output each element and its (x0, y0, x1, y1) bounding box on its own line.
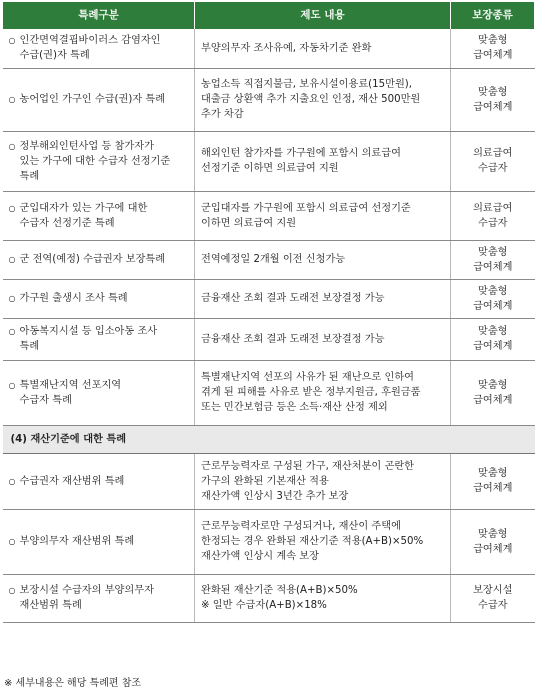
category-text (20, 92, 166, 107)
category-line: 정부해외인턴사업 등 참가자가 (19, 140, 154, 152)
type-cell (451, 279, 535, 318)
bullet-icon: ○ (8, 255, 16, 264)
table-row (3, 191, 535, 240)
category-line: 군 전역(예정) 수급권자 보장특례 (19, 254, 166, 265)
type-line: 맞춤형 (477, 326, 508, 337)
content-line: 군입대자를 가구원에 포함시 의료급여 선정기준 (201, 202, 411, 214)
content-line: 재산가액 인상시 3년간 추가 보장 (201, 490, 349, 502)
content-line: 부양의무자 조사유예, 자동차기준 완화 (201, 42, 372, 54)
category-line: 특례 (19, 170, 40, 182)
category-line: 가구원 출생시 조사 특례 (19, 293, 128, 304)
category-text (20, 583, 154, 613)
bullet-icon: ○ (8, 537, 16, 546)
table-row (3, 240, 535, 279)
content-line: 전역예정일 2개월 이전 신청가능 (201, 254, 346, 265)
category-line: 아동복지시설 등 입소아동 조사 (19, 326, 158, 337)
category-line: 특례 (19, 341, 40, 352)
content-line: ※ 일반 수급자(A+B)×18% (201, 600, 327, 611)
category-line: 특별재난지역 선포지역 (19, 379, 122, 391)
category-text (20, 139, 171, 184)
type-line: 맞춤형 (477, 468, 508, 479)
table-row (3, 279, 535, 318)
type-line: 수급자 (477, 217, 508, 229)
type-line: 급여체계 (473, 50, 513, 62)
category-text (20, 291, 128, 306)
content-line: 추가 차감 (201, 109, 244, 120)
bullet-icon: ○ (8, 294, 16, 303)
table-row (3, 574, 535, 622)
category-text (20, 201, 148, 231)
type-line: 맞춤형 (477, 285, 508, 297)
table-row (3, 318, 535, 360)
footnote: ※ 세부내용은 해당 특례편 참조 (4, 678, 142, 689)
category-cell (3, 131, 195, 191)
content-cell (195, 191, 451, 240)
category-cell (3, 453, 195, 509)
header-type: 보장종류 (451, 2, 535, 29)
category-line: 수급(권)자 특례 (19, 50, 90, 62)
bullet-icon: ○ (8, 380, 16, 390)
header-category: 특례구분 (3, 2, 195, 29)
content-cell (195, 360, 451, 425)
type-line: 급여체계 (473, 341, 513, 352)
category-line: 부양의무자 재산범위 특례 (19, 536, 135, 547)
category-line: 인간면역결핍바이러스 감염자인 (19, 35, 161, 47)
category-cell (3, 68, 195, 131)
header-content: 제도 내용 (195, 2, 451, 29)
type-line: 급여체계 (473, 543, 513, 555)
category-text (20, 33, 161, 63)
content-line: 금융재산 조회 결과 도래전 보장결정 가능 (201, 293, 385, 304)
table-row (3, 68, 535, 131)
content-line: 근로무능력자로만 구성되거나, 재산이 주택에 (201, 521, 401, 532)
type-line: 의료급여 (473, 148, 513, 159)
type-cell (451, 509, 535, 574)
type-cell (451, 191, 535, 240)
type-line: 보장시설 (473, 585, 513, 596)
type-cell (451, 574, 535, 622)
table-row (3, 29, 535, 68)
content-line: 선정기준 이하면 의료급여 지원 (201, 163, 339, 174)
bullet-icon: ○ (8, 327, 16, 336)
content-line: 특별재난지역 선포의 사유가 된 재난으로 인하여 (201, 372, 415, 383)
type-line: 급여체계 (473, 394, 513, 406)
type-line: 급여체계 (473, 483, 513, 494)
type-line: 맞춤형 (477, 528, 508, 540)
category-text (20, 378, 122, 408)
category-line: 농어업인 가구인 수급(권)자 특례 (19, 94, 166, 105)
category-line: 수급자 특례 (19, 394, 72, 406)
category-line: 재산범위 특례 (19, 600, 82, 611)
content-cell (195, 240, 451, 279)
bullet-icon: ○ (8, 586, 16, 595)
category-cell (3, 29, 195, 68)
type-line: 맞춤형 (477, 86, 508, 98)
content-cell (195, 509, 451, 574)
content-line: 가구의 완화된 기본재산 적용 (201, 475, 329, 487)
type-cell (451, 68, 535, 131)
content-line: 겪게 된 피해를 사유로 받은 정부지원금, 후원금품 (201, 387, 421, 398)
content-line: 한정되는 경우 완화된 재산기준 적용(A+B)×50% (201, 536, 424, 547)
content-line: 대출금 상환액 추가 지출요인 인정, 재산 500만원 (201, 94, 421, 105)
category-cell (3, 191, 195, 240)
content-cell (195, 574, 451, 622)
content-line: 금융재산 조회 결과 도래전 보장결정 가능 (201, 333, 385, 345)
bullet-icon: ○ (8, 36, 16, 46)
table-row (3, 131, 535, 191)
section-title: (4) 재산기준에 대한 특례 (3, 425, 535, 453)
special-cases-table (2, 2, 535, 623)
type-cell (451, 29, 535, 68)
content-cell (195, 131, 451, 191)
content-line: 재산가액 인상시 계속 보장 (201, 551, 319, 562)
category-text (20, 324, 158, 354)
category-line: 수급자 선정기준 특례 (19, 217, 115, 229)
type-line: 수급자 (477, 163, 508, 174)
type-line: 급여체계 (473, 101, 513, 113)
type-cell (451, 131, 535, 191)
content-line: 또는 민간보험금 등은 소득·재산 산정 제외 (201, 402, 388, 413)
content-cell (195, 279, 451, 318)
category-cell (3, 279, 195, 318)
table-row (3, 509, 535, 574)
content-line: 농업소득 직접지불금, 보유시설이용료(15만원), (201, 79, 413, 90)
type-cell (451, 318, 535, 360)
type-cell (451, 240, 535, 279)
type-line: 맞춤형 (477, 379, 508, 391)
category-line: 보장시설 수급자의 부양의무자 (19, 585, 154, 596)
content-cell (195, 29, 451, 68)
content-line: 이하면 의료급여 지원 (201, 217, 297, 229)
category-line: 수급권자 재산범위 특례 (19, 475, 125, 487)
type-cell (451, 360, 535, 425)
type-line: 의료급여 (473, 202, 513, 214)
bullet-icon: ○ (8, 95, 16, 104)
category-line: 군입대자가 있는 가구에 대한 (19, 202, 148, 214)
bullet-icon: ○ (8, 476, 16, 486)
table-row (3, 360, 535, 425)
type-line: 맞춤형 (477, 35, 508, 47)
content-line: 근로무능력자로 구성된 가구, 재산처분이 곤란한 (201, 460, 415, 472)
category-text (20, 534, 135, 549)
category-cell (3, 509, 195, 574)
category-cell (3, 360, 195, 425)
content-cell (195, 318, 451, 360)
table-row (3, 453, 535, 509)
bullet-icon: ○ (8, 203, 16, 213)
category-line: 있는 가구에 대한 수급자 선정기준 (19, 155, 171, 167)
content-cell (195, 68, 451, 131)
content-line: 해외인턴 참가자를 가구원에 포함시 의료급여 (201, 148, 401, 159)
type-line: 맞춤형 (477, 246, 508, 258)
category-text (20, 252, 166, 267)
content-line: 완화된 재산기준 적용(A+B)×50% (201, 585, 358, 596)
category-cell (3, 240, 195, 279)
table-header-row (3, 2, 535, 29)
type-line: 급여체계 (473, 261, 513, 273)
type-line: 급여체계 (473, 300, 513, 312)
type-cell (451, 453, 535, 509)
type-line: 수급자 (477, 600, 508, 611)
content-cell (195, 453, 451, 509)
category-cell (3, 574, 195, 622)
category-text (20, 474, 125, 489)
section-row (3, 425, 535, 453)
category-cell (3, 318, 195, 360)
bullet-icon: ○ (8, 141, 16, 151)
